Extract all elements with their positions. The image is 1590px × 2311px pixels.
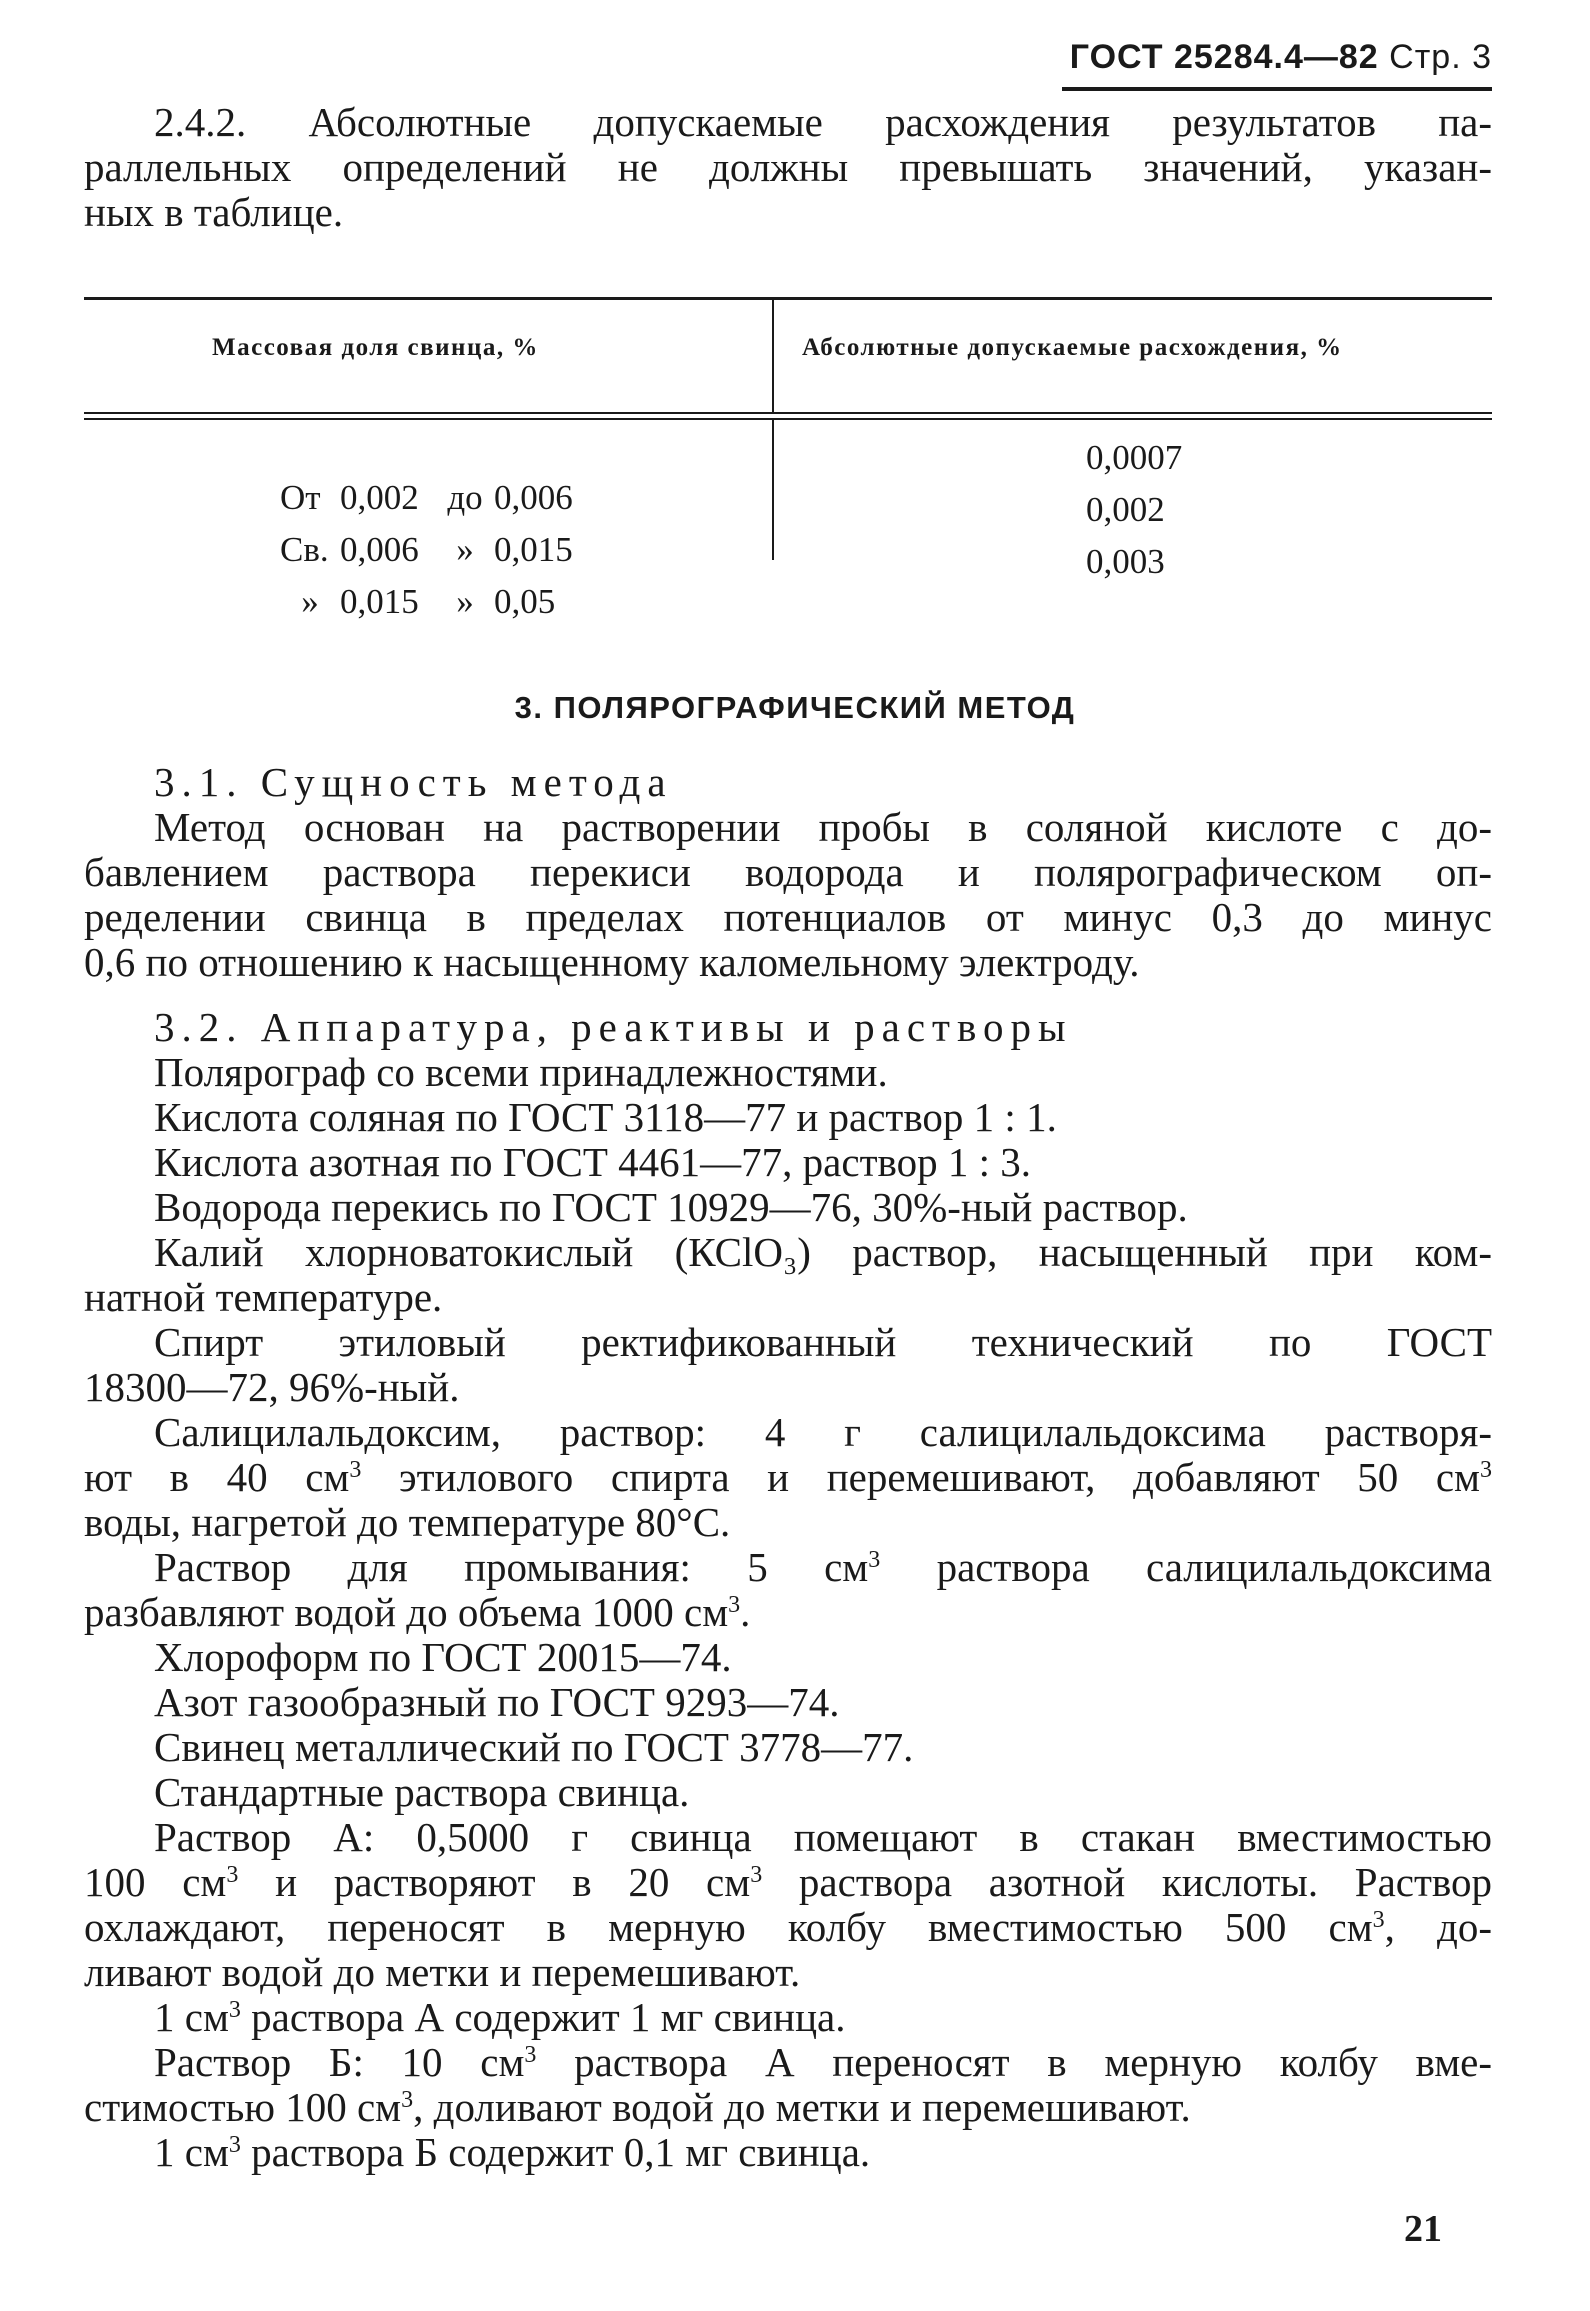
list-item-cont: 18300—72, 96%-ный. xyxy=(84,1364,460,1410)
page-header xyxy=(1062,38,1492,91)
list-item: Раствор А: 0,5000 г свинца помещают в стакан вместимостью xyxy=(154,1814,1492,1860)
list-item: Полярограф со всеми принадлежностями. xyxy=(154,1049,888,1095)
gost-code: ГОСТ 25284.4—82 xyxy=(1069,38,1379,76)
table-cell-value: 0,0007 xyxy=(1086,438,1183,477)
tolerance-table xyxy=(84,297,1492,630)
list-item: Раствор Б: 10 $см^3$ раствора А переносят в мерную колбу вме- xyxy=(154,2039,1492,2085)
list-item-cont: воды, нагретой до температуре 80°С. xyxy=(84,1499,731,1545)
body-line: Метод основан на растворении пробы в соляной кислоте с до- xyxy=(154,804,1492,850)
list-item: Раствор для промывания: 5 $см^3$ раствора салицилальдоксима xyxy=(154,1544,1492,1590)
section-3-2 xyxy=(84,1005,1492,2175)
list-item: Салицилальдоксим, раствор: 4 г салицилальдоксима растворя- xyxy=(154,1409,1492,1455)
list-item: Азот газообразный по ГОСТ 9293—74. xyxy=(154,1679,840,1725)
intro-paragraph xyxy=(84,100,1492,235)
table-cell-value: 0,002 xyxy=(1086,490,1165,529)
body-line: ределении свинца в пределах потенциалов от минус 0,3 до минус xyxy=(84,894,1492,940)
list-item: Хлороформ по ГОСТ 20015—74. xyxy=(154,1634,732,1680)
list-item: Спирт этиловый ректификованный технический по ГОСТ xyxy=(154,1319,1492,1365)
list-item-cont: разбавляют водой до объема 1000 $см^3$. xyxy=(84,1589,751,1635)
table-header-mass-fraction: Массовая доля свинца, % xyxy=(212,334,539,361)
subsection-heading: 3.2. Аппаратура, реактивы и растворы xyxy=(154,1004,1073,1050)
table-header-tolerance: Абсолютные допускаемые расхождения, % xyxy=(802,334,1343,361)
list-item-cont: натной температуре. xyxy=(84,1274,443,1320)
list-item: 1 $см^3$ раствора А содержит 1 мг свинца. xyxy=(154,1994,846,2040)
list-item: Водорода перекись по ГОСТ 10929—76, 30%-ный раствор. xyxy=(154,1184,1188,1230)
page-number: 21 xyxy=(1404,2208,1442,2250)
subsection-heading: 3.1. Сущность метода xyxy=(154,759,673,805)
body-line: бавлением раствора перекиси водорода и полярографическом оп- xyxy=(84,849,1492,895)
list-item: Свинец металлический по ГОСТ 3778—77. xyxy=(154,1724,914,1770)
list-item-cont: ют в 40 $см^3$ этилового спирта и перемешивают, добавляют 50 $см^3$ xyxy=(84,1454,1492,1500)
list-item-cont: стимостью 100 $см^3$, доливают водой до метки и перемешивают. xyxy=(84,2084,1191,2130)
list-item: Стандартные раствора свинца. xyxy=(154,1769,690,1815)
list-item-cont: 100 $см^3$ и растворяют в 20 $см^3$ раствора азотной кислоты. Раствор xyxy=(84,1859,1492,1905)
list-item-cont: ливают водой до метки и перемешивают. xyxy=(84,1949,801,1995)
table-cell-value: 0,003 xyxy=(1086,542,1165,581)
section-title: 3. ПОЛЯРОГРАФИЧЕСКИЙ МЕТОД xyxy=(514,690,1076,725)
list-item: Кислота соляная по ГОСТ 3118—77 и раствор 1 : 1. xyxy=(154,1094,1057,1140)
body-line: 0,6 по отношению к насыщенному каломельному электроду. xyxy=(84,939,1140,985)
page-label: Стр. 3 xyxy=(1389,38,1492,76)
section-3-1 xyxy=(84,760,1492,985)
intro-line: ных в таблице. xyxy=(84,189,344,235)
list-item: Калий хлорноватокислый (КСlO₃) раствор, насыщенный при ком- xyxy=(154,1229,1492,1275)
table-row: От 0,002 до 0,006 xyxy=(280,478,573,517)
list-item: Кислота азотная по ГОСТ 4461—77, раствор 1 : 3. xyxy=(154,1139,1031,1185)
list-item-cont: охлаждают, переносят в мерную колбу вместимостью 500 $см^3$, до- xyxy=(84,1904,1493,1950)
table-row: » 0,015 » 0,05 xyxy=(301,582,556,621)
intro-line: 2.4.2. Абсолютные допускаемые расхождения результатов па- xyxy=(154,99,1492,145)
table-row: Св. 0,006 » 0,015 xyxy=(280,530,573,569)
intro-line: раллельных определений не должны превышать значений, указан- xyxy=(84,144,1492,190)
list-item: 1 $см^3$ раствора Б содержит 0,1 мг свинца. xyxy=(154,2129,871,2175)
